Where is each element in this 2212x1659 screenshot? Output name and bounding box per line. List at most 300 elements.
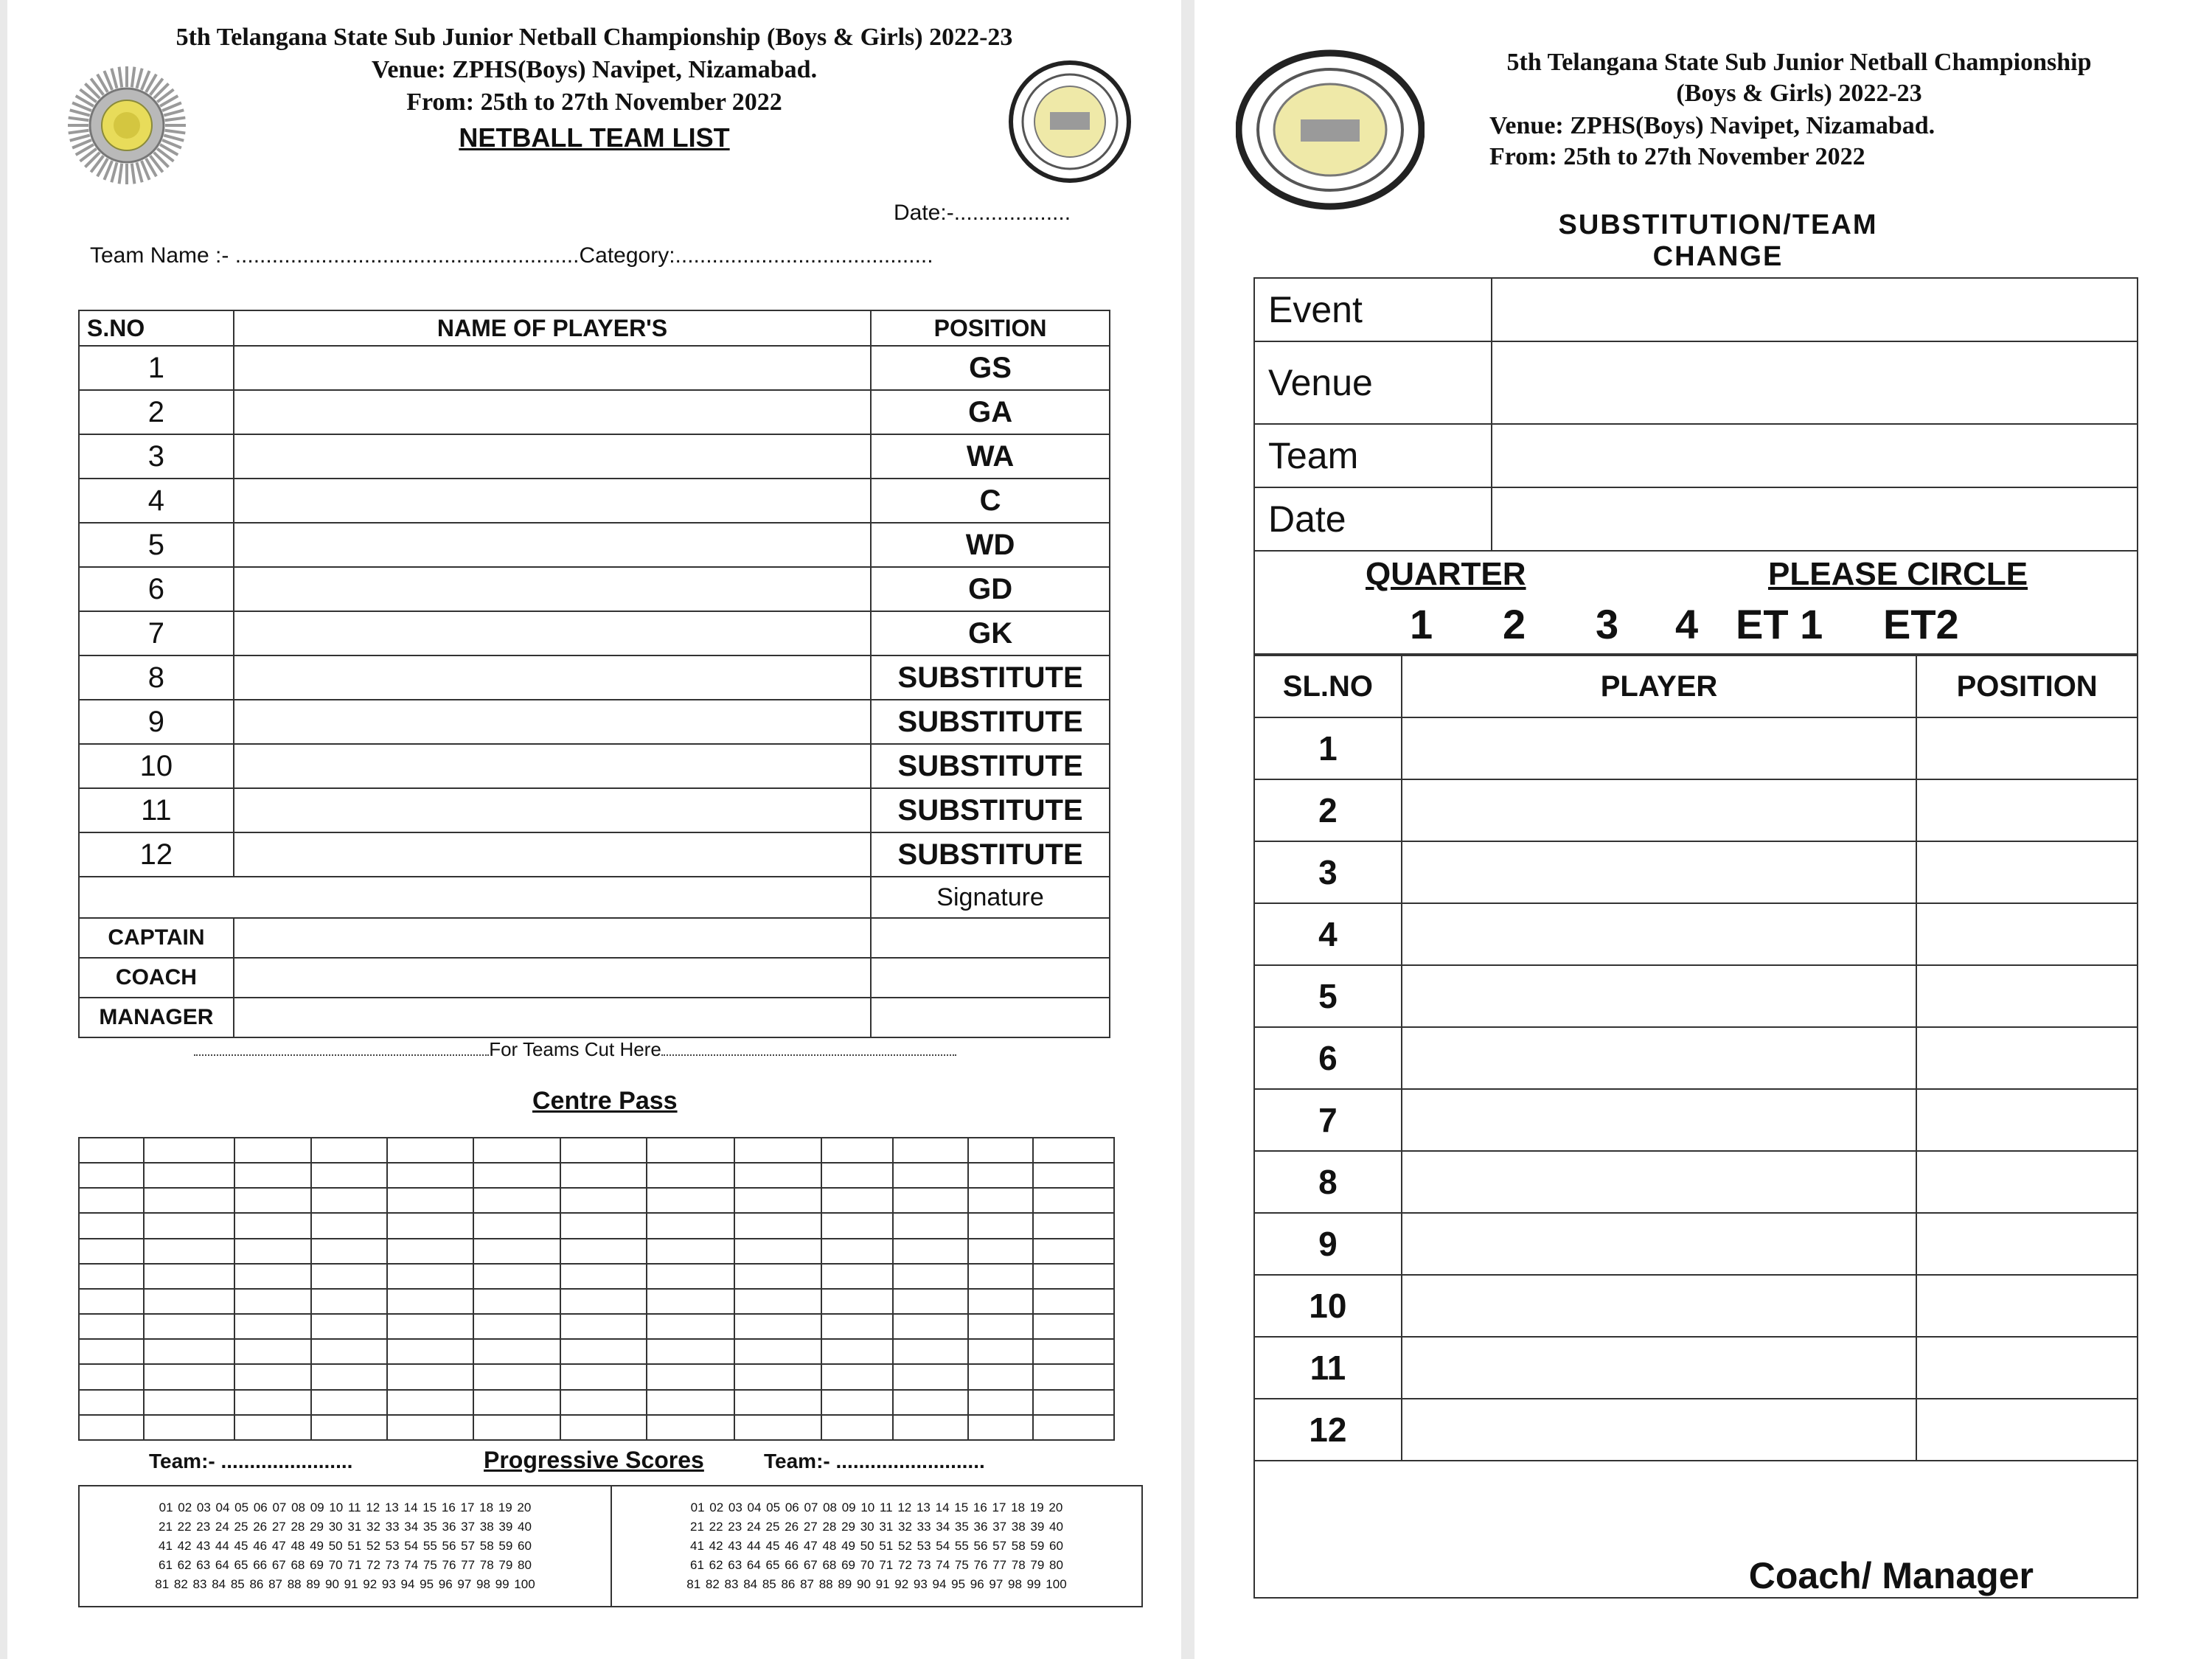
centre-pass-cell[interactable] <box>893 1213 969 1238</box>
centre-pass-cell[interactable] <box>968 1264 1033 1289</box>
quarter-option-2[interactable]: 2 <box>1503 601 1526 647</box>
centre-pass-cell[interactable] <box>234 1415 311 1440</box>
centre-pass-cell[interactable] <box>968 1239 1033 1264</box>
score-number-line[interactable]: 81 82 83 84 85 86 87 88 89 90 91 92 93 94 95 96 97 98 99 100 <box>686 1577 1067 1591</box>
centre-pass-cell[interactable] <box>311 1239 387 1264</box>
centre-pass-cell[interactable] <box>1033 1289 1114 1314</box>
player-sno: 5 <box>79 523 234 567</box>
centre-pass-cell[interactable] <box>473 1163 560 1188</box>
centre-pass-cell[interactable] <box>821 1364 893 1389</box>
player-position: SUBSTITUTE <box>871 655 1110 700</box>
player-name-field[interactable] <box>1402 779 1917 841</box>
centre-pass-cell[interactable] <box>473 1138 560 1163</box>
venue-line: Venue: ZPHS(Boys) Navipet, Nizamabad. <box>1489 112 1935 139</box>
centre-pass-cell[interactable] <box>893 1390 969 1415</box>
centre-pass-cell[interactable] <box>821 1239 893 1264</box>
centre-pass-cell[interactable] <box>234 1188 311 1213</box>
centre-pass-cell[interactable] <box>1033 1239 1114 1264</box>
centre-pass-cell[interactable] <box>234 1239 311 1264</box>
centre-pass-cell[interactable] <box>144 1339 234 1364</box>
centre-pass-cell[interactable] <box>893 1289 969 1314</box>
player-position-field[interactable] <box>1916 903 2138 965</box>
staff-signature-field[interactable] <box>871 998 1110 1037</box>
centre-pass-cell[interactable] <box>821 1314 893 1339</box>
centre-pass-cell[interactable] <box>647 1213 734 1238</box>
centre-pass-cell[interactable] <box>1033 1314 1114 1339</box>
centre-pass-cell[interactable] <box>734 1239 821 1264</box>
centre-pass-cell[interactable] <box>647 1314 734 1339</box>
centre-pass-cell[interactable] <box>387 1163 473 1188</box>
team-row <box>1254 424 2138 487</box>
centre-pass-cell[interactable] <box>734 1364 821 1389</box>
centre-pass-cell[interactable] <box>311 1390 387 1415</box>
centre-pass-cell[interactable] <box>560 1188 647 1213</box>
centre-pass-cell[interactable] <box>311 1264 387 1289</box>
quarter-option-3[interactable]: 3 <box>1596 601 1619 647</box>
centre-pass-cell[interactable] <box>79 1213 144 1238</box>
player-sno: 11 <box>79 788 234 832</box>
centre-pass-cell[interactable] <box>311 1289 387 1314</box>
centre-pass-cell[interactable] <box>234 1339 311 1364</box>
centre-pass-cell[interactable] <box>1033 1415 1114 1440</box>
quarter-option-4[interactable]: 4 <box>1675 601 1699 647</box>
quarter-option-1[interactable]: 1 <box>1410 601 1433 647</box>
centre-pass-cell[interactable] <box>821 1289 893 1314</box>
player-name-field[interactable] <box>1402 717 1917 779</box>
centre-pass-cell[interactable] <box>144 1163 234 1188</box>
centre-pass-cell[interactable] <box>311 1364 387 1389</box>
centre-pass-cell[interactable] <box>79 1390 144 1415</box>
quarter-option-et1[interactable]: ET 1 <box>1736 601 1823 647</box>
centre-pass-cell[interactable] <box>893 1188 969 1213</box>
centre-pass-cell[interactable] <box>144 1415 234 1440</box>
table-row <box>1254 1399 2138 1461</box>
player-position: GK <box>871 611 1110 655</box>
centre-pass-cell[interactable] <box>311 1188 387 1213</box>
player-name-field[interactable] <box>1402 1337 1917 1399</box>
centre-pass-cell[interactable] <box>144 1264 234 1289</box>
date-field[interactable]: Date:-................... <box>894 201 1071 225</box>
centre-pass-cell[interactable] <box>734 1138 821 1163</box>
centre-pass-cell[interactable] <box>821 1339 893 1364</box>
quarter-option-et2[interactable]: ET2 <box>1883 601 1959 647</box>
centre-pass-cell[interactable] <box>647 1264 734 1289</box>
centre-pass-cell[interactable] <box>1033 1188 1114 1213</box>
player-sno: 3 <box>79 434 234 479</box>
centre-pass-grid[interactable] <box>78 1137 1115 1441</box>
player-name-field[interactable] <box>234 479 871 523</box>
score-number-line[interactable]: 41 42 43 44 45 46 47 48 49 50 51 52 53 54 55 56 57 58 59 60 <box>690 1539 1063 1553</box>
player-name-field[interactable] <box>234 832 871 877</box>
player-name-field[interactable] <box>234 567 871 611</box>
player-name-field[interactable] <box>1402 965 1917 1027</box>
score-number-line[interactable]: 01 02 03 04 05 06 07 08 09 10 11 12 13 14 15 16 17 18 19 20 <box>159 1500 532 1514</box>
centre-pass-cell[interactable] <box>647 1188 734 1213</box>
centre-pass-cell[interactable] <box>968 1364 1033 1389</box>
player-position-field[interactable] <box>1916 1027 2138 1089</box>
centre-pass-cell[interactable] <box>734 1339 821 1364</box>
centre-pass-cell[interactable] <box>234 1390 311 1415</box>
centre-pass-cell[interactable] <box>893 1138 969 1163</box>
player-name-field[interactable] <box>234 700 871 744</box>
table-row <box>1254 1089 2138 1151</box>
centre-pass-row <box>79 1213 1114 1238</box>
centre-pass-cell[interactable] <box>234 1289 311 1314</box>
player-position-field[interactable] <box>1916 1399 2138 1461</box>
table-row <box>79 346 1110 390</box>
centre-pass-cell[interactable] <box>734 1264 821 1289</box>
centre-pass-cell[interactable] <box>1033 1364 1114 1389</box>
player-position-field[interactable] <box>1916 1151 2138 1213</box>
player-position: WA <box>871 434 1110 479</box>
centre-pass-cell[interactable] <box>734 1390 821 1415</box>
score-number-line[interactable]: 21 22 23 24 25 26 27 28 29 30 31 32 33 34 35 36 37 38 39 40 <box>159 1520 532 1534</box>
venue-line: Venue: ZPHS(Boys) Navipet, Nizamabad. <box>371 56 818 83</box>
header-slno: SL.NO <box>1254 655 1402 717</box>
team-list-title: NETBALL TEAM LIST <box>459 122 730 153</box>
player-name-field[interactable] <box>234 744 871 788</box>
team2-label[interactable]: Team:- .......................... <box>764 1450 985 1472</box>
player-name-field[interactable] <box>1402 841 1917 903</box>
centre-pass-cell[interactable] <box>968 1163 1033 1188</box>
centre-pass-cell[interactable] <box>387 1289 473 1314</box>
centre-pass-cell[interactable] <box>734 1415 821 1440</box>
centre-pass-cell[interactable] <box>387 1138 473 1163</box>
table-row <box>1254 1275 2138 1337</box>
centre-pass-cell[interactable] <box>647 1163 734 1188</box>
centre-pass-cell[interactable] <box>79 1239 144 1264</box>
player-position-field[interactable] <box>1916 1089 2138 1151</box>
centre-pass-cell[interactable] <box>1033 1213 1114 1238</box>
centre-pass-cell[interactable] <box>968 1415 1033 1440</box>
centre-pass-cell[interactable] <box>821 1390 893 1415</box>
championship-title: 5th Telangana State Sub Junior Netball Championship (Boys & Girls) 2022-23 <box>175 24 1013 51</box>
centre-pass-cell[interactable] <box>234 1138 311 1163</box>
centre-pass-cell[interactable] <box>968 1138 1033 1163</box>
centre-pass-cell[interactable] <box>144 1314 234 1339</box>
centre-pass-cell[interactable] <box>734 1163 821 1188</box>
table-row <box>79 523 1110 567</box>
centre-pass-row <box>79 1415 1114 1440</box>
centre-pass-cell[interactable] <box>968 1339 1033 1364</box>
table-row <box>1254 1213 2138 1275</box>
substitution-player-table <box>1253 655 2138 1599</box>
score-number-line[interactable]: 61 62 63 64 65 66 67 68 69 70 71 72 73 74 75 76 77 78 79 80 <box>159 1558 532 1572</box>
centre-pass-cell[interactable] <box>387 1415 473 1440</box>
event-field[interactable] <box>1492 278 2138 341</box>
centre-pass-cell[interactable] <box>647 1339 734 1364</box>
team1-label[interactable]: Team:- ....................... <box>149 1450 353 1472</box>
centre-pass-cell[interactable] <box>1033 1264 1114 1289</box>
staff-role: CAPTAIN <box>79 918 234 958</box>
centre-pass-cell[interactable] <box>1033 1138 1114 1163</box>
centre-pass-cell[interactable] <box>387 1339 473 1364</box>
centre-pass-cell[interactable] <box>1033 1163 1114 1188</box>
player-position: SUBSTITUTE <box>871 788 1110 832</box>
centre-pass-cell[interactable] <box>79 1289 144 1314</box>
table-row <box>1254 1027 2138 1089</box>
centre-pass-cell[interactable] <box>473 1239 560 1264</box>
centre-pass-cell[interactable] <box>144 1138 234 1163</box>
table-row <box>79 744 1110 788</box>
centre-pass-cell[interactable] <box>473 1188 560 1213</box>
centre-pass-cell[interactable] <box>893 1415 969 1440</box>
table-row <box>79 700 1110 744</box>
centre-pass-cell[interactable] <box>560 1314 647 1339</box>
player-name-field[interactable] <box>1402 1151 1917 1213</box>
centre-pass-cell[interactable] <box>560 1239 647 1264</box>
centre-pass-cell[interactable] <box>79 1188 144 1213</box>
centre-pass-cell[interactable] <box>560 1415 647 1440</box>
table-row <box>79 611 1110 655</box>
centre-pass-cell[interactable] <box>79 1264 144 1289</box>
centre-pass-cell[interactable] <box>144 1188 234 1213</box>
centre-pass-cell[interactable] <box>79 1163 144 1188</box>
signature-header-row <box>79 877 1110 918</box>
player-position: GD <box>871 567 1110 611</box>
centre-pass-cell[interactable] <box>144 1390 234 1415</box>
player-sno: 10 <box>79 744 234 788</box>
centre-pass-cell[interactable] <box>734 1213 821 1238</box>
centre-pass-cell[interactable] <box>647 1390 734 1415</box>
date-label: Date <box>1254 487 1492 551</box>
centre-pass-row <box>79 1390 1114 1415</box>
centre-pass-cell[interactable] <box>821 1188 893 1213</box>
staff-row <box>79 998 1110 1037</box>
centre-pass-cell[interactable] <box>473 1213 560 1238</box>
score-number-line[interactable]: 01 02 03 04 05 06 07 08 09 10 11 12 13 14 15 16 17 18 19 20 <box>690 1500 1063 1514</box>
centre-pass-cell[interactable] <box>387 1364 473 1389</box>
dates-line: From: 25th to 27th November 2022 <box>1489 143 1865 170</box>
please-circle-label: PLEASE CIRCLE <box>1768 556 2028 592</box>
centre-pass-cell[interactable] <box>311 1339 387 1364</box>
centre-pass-cell[interactable] <box>968 1314 1033 1339</box>
centre-pass-cell[interactable] <box>560 1364 647 1389</box>
event-row <box>1254 278 2138 341</box>
centre-pass-cell[interactable] <box>821 1163 893 1188</box>
centre-pass-cell[interactable] <box>560 1339 647 1364</box>
centre-pass-cell[interactable] <box>79 1415 144 1440</box>
player-slno: 5 <box>1254 965 1402 1027</box>
centre-pass-cell[interactable] <box>734 1314 821 1339</box>
player-name-field[interactable] <box>1402 903 1917 965</box>
player-position-field[interactable] <box>1916 1213 2138 1275</box>
header-position: POSITION <box>1916 655 2138 717</box>
player-name-field[interactable] <box>234 788 871 832</box>
centre-pass-cell[interactable] <box>560 1163 647 1188</box>
centre-pass-cell[interactable] <box>1033 1390 1114 1415</box>
centre-pass-cell[interactable] <box>79 1339 144 1364</box>
player-name-field[interactable] <box>234 655 871 700</box>
centre-pass-cell[interactable] <box>234 1213 311 1238</box>
centre-pass-cell[interactable] <box>311 1138 387 1163</box>
centre-pass-cell[interactable] <box>311 1163 387 1188</box>
table-header-row <box>1254 655 2138 717</box>
centre-pass-cell[interactable] <box>473 1339 560 1364</box>
quarter-cell <box>1254 551 2138 654</box>
centre-pass-cell[interactable] <box>311 1415 387 1440</box>
centre-pass-cell[interactable] <box>234 1264 311 1289</box>
centre-pass-cell[interactable] <box>647 1138 734 1163</box>
centre-pass-cell[interactable] <box>473 1415 560 1440</box>
centre-pass-cell[interactable] <box>647 1289 734 1314</box>
centre-pass-cell[interactable] <box>560 1390 647 1415</box>
staff-signature-field[interactable] <box>871 918 1110 958</box>
centre-pass-cell[interactable] <box>79 1314 144 1339</box>
centre-pass-cell[interactable] <box>968 1390 1033 1415</box>
progressive-scores-team2[interactable] <box>611 1485 1143 1607</box>
player-name-field[interactable] <box>1402 1275 1917 1337</box>
staff-name-field[interactable] <box>234 998 871 1037</box>
centre-pass-row <box>79 1239 1114 1264</box>
centre-pass-cell[interactable] <box>821 1415 893 1440</box>
header-player: PLAYER <box>1402 655 1917 717</box>
centre-pass-cell[interactable] <box>144 1289 234 1314</box>
centre-pass-cell[interactable] <box>734 1289 821 1314</box>
centre-pass-cell[interactable] <box>311 1213 387 1238</box>
centre-pass-cell[interactable] <box>79 1138 144 1163</box>
player-position-field[interactable] <box>1916 841 2138 903</box>
centre-pass-cell[interactable] <box>893 1264 969 1289</box>
venue-row <box>1254 341 2138 424</box>
substitution-sheet <box>1194 0 2212 1659</box>
centre-pass-cell[interactable] <box>968 1289 1033 1314</box>
centre-pass-cell[interactable] <box>893 1364 969 1389</box>
player-name-field[interactable] <box>1402 1089 1917 1151</box>
centre-pass-cell[interactable] <box>473 1390 560 1415</box>
player-position: GS <box>871 346 1110 390</box>
table-row <box>1254 717 2138 779</box>
quarter-row <box>1254 551 2138 654</box>
player-name-field[interactable] <box>234 390 871 434</box>
venue-field[interactable] <box>1492 341 2138 424</box>
centre-pass-cell[interactable] <box>144 1213 234 1238</box>
centre-pass-cell[interactable] <box>1033 1339 1114 1364</box>
player-position: C <box>871 479 1110 523</box>
table-row <box>1254 1151 2138 1213</box>
centre-pass-cell[interactable] <box>968 1188 1033 1213</box>
player-name-field[interactable] <box>234 523 871 567</box>
player-position: SUBSTITUTE <box>871 700 1110 744</box>
player-slno: 1 <box>1254 717 1402 779</box>
progressive-scores-team1[interactable] <box>78 1485 612 1607</box>
player-slno: 2 <box>1254 779 1402 841</box>
centre-pass-cell[interactable] <box>473 1314 560 1339</box>
player-sno: 12 <box>79 832 234 877</box>
player-name-field[interactable] <box>234 434 871 479</box>
centre-pass-cell[interactable] <box>647 1364 734 1389</box>
player-slno: 3 <box>1254 841 1402 903</box>
centre-pass-cell[interactable] <box>734 1188 821 1213</box>
centre-pass-cell[interactable] <box>647 1415 734 1440</box>
centre-pass-cell[interactable] <box>893 1239 969 1264</box>
centre-pass-cell[interactable] <box>387 1213 473 1238</box>
score-number-line[interactable]: 61 62 63 64 65 66 67 68 69 70 71 72 73 74 75 76 77 78 79 80 <box>690 1558 1063 1572</box>
staff-row <box>79 918 1110 958</box>
player-slno: 11 <box>1254 1337 1402 1399</box>
centre-pass-cell[interactable] <box>968 1213 1033 1238</box>
player-sno: 4 <box>79 479 234 523</box>
table-row <box>1254 903 2138 965</box>
centre-pass-cell[interactable] <box>144 1239 234 1264</box>
centre-pass-cell[interactable] <box>144 1364 234 1389</box>
centre-pass-cell[interactable] <box>234 1364 311 1389</box>
player-position-field[interactable] <box>1916 1275 2138 1337</box>
centre-pass-cell[interactable] <box>821 1264 893 1289</box>
player-name-field[interactable] <box>1402 1399 1917 1461</box>
staff-name-field[interactable] <box>234 918 871 958</box>
centre-pass-cell[interactable] <box>387 1314 473 1339</box>
centre-pass-cell[interactable] <box>387 1390 473 1415</box>
centre-pass-cell[interactable] <box>473 1289 560 1314</box>
centre-pass-cell[interactable] <box>387 1188 473 1213</box>
centre-pass-cell[interactable] <box>473 1264 560 1289</box>
centre-pass-cell[interactable] <box>473 1364 560 1389</box>
player-sno: 6 <box>79 567 234 611</box>
player-position-field[interactable] <box>1916 717 2138 779</box>
table-row <box>79 832 1110 877</box>
centre-pass-cell[interactable] <box>387 1239 473 1264</box>
player-slno: 8 <box>1254 1151 1402 1213</box>
centre-pass-cell[interactable] <box>893 1163 969 1188</box>
player-name-field[interactable] <box>1402 1027 1917 1089</box>
centre-pass-cell[interactable] <box>560 1213 647 1238</box>
score-number-line[interactable]: 81 82 83 84 85 86 87 88 89 90 91 92 93 94 95 96 97 98 99 100 <box>155 1577 535 1591</box>
table-row <box>79 390 1110 434</box>
centre-pass-cell[interactable] <box>234 1314 311 1339</box>
player-name-field[interactable] <box>234 346 871 390</box>
header-sno: S.NO <box>79 310 234 346</box>
staff-name-field[interactable] <box>234 958 871 998</box>
centre-pass-cell[interactable] <box>821 1213 893 1238</box>
centre-pass-cell[interactable] <box>560 1264 647 1289</box>
date-field[interactable] <box>1492 487 2138 551</box>
centre-pass-cell[interactable] <box>560 1289 647 1314</box>
table-row <box>1254 841 2138 903</box>
centre-pass-row <box>79 1264 1114 1289</box>
score-number-line[interactable]: 41 42 43 44 45 46 47 48 49 50 51 52 53 54 55 56 57 58 59 60 <box>159 1539 532 1553</box>
header-player-name: NAME OF PLAYER'S <box>234 310 871 346</box>
player-position-field[interactable] <box>1916 1337 2138 1399</box>
player-position: SUBSTITUTE <box>871 744 1110 788</box>
centre-pass-cell[interactable] <box>560 1138 647 1163</box>
centre-pass-row <box>79 1289 1114 1314</box>
centre-pass-cell[interactable] <box>234 1163 311 1188</box>
staff-signature-field[interactable] <box>871 958 1110 998</box>
team-name-category-field[interactable]: Team Name :- ........................................................Category:.......................................... <box>90 243 933 268</box>
coach-manager-signature[interactable]: Coach/ Manager <box>1254 1461 2138 1598</box>
player-position-field[interactable] <box>1916 779 2138 841</box>
centre-pass-cell[interactable] <box>893 1339 969 1364</box>
centre-pass-cell[interactable] <box>647 1239 734 1264</box>
centre-pass-cell[interactable] <box>893 1314 969 1339</box>
centre-pass-cell[interactable] <box>311 1314 387 1339</box>
centre-pass-cell[interactable] <box>387 1264 473 1289</box>
player-slno: 4 <box>1254 903 1402 965</box>
player-name-field[interactable] <box>1402 1213 1917 1275</box>
centre-pass-cell[interactable] <box>79 1364 144 1389</box>
player-position-field[interactable] <box>1916 965 2138 1027</box>
centre-pass-cell[interactable] <box>821 1138 893 1163</box>
player-name-field[interactable] <box>234 611 871 655</box>
staff-role: COACH <box>79 958 234 998</box>
staff-row <box>79 958 1110 998</box>
player-slno: 6 <box>1254 1027 1402 1089</box>
score-number-line[interactable]: 21 22 23 24 25 26 27 28 29 30 31 32 33 34 35 36 37 38 39 40 <box>690 1520 1063 1534</box>
team-field[interactable] <box>1492 424 2138 487</box>
centre-pass-row <box>79 1188 1114 1213</box>
championship-title: 5th Telangana State Sub Junior Netball Championship <box>1506 49 2092 76</box>
